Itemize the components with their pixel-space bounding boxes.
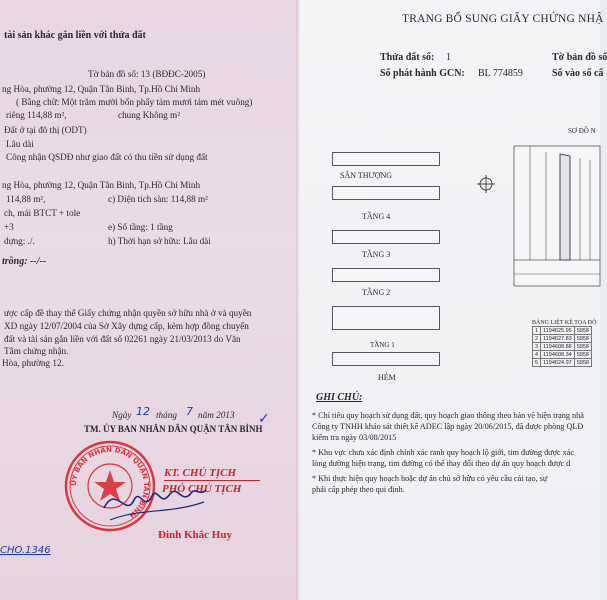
date-prefix: Ngày	[112, 410, 132, 420]
supplement-title: TRANG BỔ SUNG GIẤY CHỨNG NHẬ	[402, 13, 604, 25]
coord-cell: 1	[533, 327, 541, 335]
coord-cell: 4	[533, 351, 541, 359]
coord-row	[533, 359, 592, 367]
registration-number: CHO.1346	[0, 545, 51, 556]
coord-cell: 5958	[574, 359, 591, 367]
note-paragraph-5: Hòa, phường 12.	[2, 358, 64, 368]
serial-label: Số phát hành GCN:	[380, 68, 465, 79]
coord-cell: 1194627.83	[541, 335, 575, 343]
signature	[100, 478, 210, 528]
note-2a: * Khu vực chưa xác định chính xác ranh quy hoạch lộ giới, tim đường được xác	[312, 448, 574, 457]
floor-label-alley: HẺM	[378, 373, 396, 382]
signer-name: Đinh Khắc Huy	[158, 529, 232, 541]
coord-cell: 1194608.34	[541, 351, 575, 359]
coord-row	[533, 351, 592, 359]
book-label: Số vào số cấ	[552, 68, 604, 79]
plot-label: Thửa đất số:	[380, 52, 435, 63]
left-page	[0, 0, 300, 600]
coord-cell: 5958	[574, 343, 591, 351]
plan-floor-4	[332, 186, 440, 200]
plan-floor-1	[332, 306, 440, 330]
floor-label-rooftop: SÂN THƯỢNG	[340, 171, 393, 180]
land-origin: Công nhận QSDĐ như giao đất có thu tiền sử dụng đất	[6, 152, 208, 162]
plan-floor-2	[332, 268, 440, 282]
floors-left: +3	[4, 222, 14, 232]
floor-area: c) Diện tích sàn: 114,88 m²	[108, 194, 208, 204]
coord-cell: 1194608.88	[541, 343, 575, 351]
coord-cell: 5	[533, 359, 541, 367]
coord-cell: 5958	[574, 327, 591, 335]
coord-cell: 5958	[574, 351, 591, 359]
note-3a: * Khi thực hiện quy hoạch hoặc dự án chủ sở hữu có yêu cầu cải tạo, sự	[312, 474, 548, 483]
shared-area: chung Không m²	[118, 110, 180, 120]
ownership-duration: h) Thời hạn sở hữu: Lâu dài	[108, 236, 211, 246]
plan-alley-strip	[332, 352, 440, 366]
floor-label-2: TẦNG 2	[362, 288, 391, 297]
site-plan	[512, 140, 600, 290]
private-area: riêng 114,88 m²,	[6, 110, 67, 120]
floor-label-3: TẦNG 3	[362, 250, 391, 259]
coord-row	[533, 335, 592, 343]
serial-value: BL 774859	[478, 68, 523, 79]
note-paragraph-3: đất và tài sản gắn liền với đất số 02261 ngày 21/03/2013 do Văn	[4, 334, 241, 344]
deputy-title-1: KT. CHỦ TỊCH	[164, 467, 237, 479]
coord-cell: 1194624.97	[541, 359, 575, 367]
right-page	[300, 0, 607, 600]
planting-line: trồng: --/--	[2, 256, 47, 267]
building-area: 114,88 m²,	[6, 194, 46, 204]
area-in-words: ( Bằng chữ: Một trăm mười bốn phẩy tám mươi tám mét vuông)	[16, 97, 253, 107]
date-month: 7	[186, 405, 193, 418]
plan-floor-3	[332, 230, 440, 244]
map-sheet-line: Tờ bản đồ số: 13 (BĐĐC-2005)	[88, 69, 206, 79]
note-1b: Công ty TNHH khảo sát thiết kế ADEC lập ngày 20/06/2015, đã được phòng QLĐ	[312, 422, 584, 431]
land-term: Lâu dài	[6, 139, 34, 149]
note-3b: phải cấp phép theo qui định.	[312, 485, 405, 494]
coord-table-header: BẢNG LIỆT KÊ TỌA ĐỘ	[532, 320, 597, 326]
north-arrow-icon	[476, 174, 496, 194]
floor-label-4: TẦNG 4	[362, 212, 391, 221]
issuing-authority: TM. ỦY BAN NHÂN DÂN QUẬN TÂN BÌNH	[84, 424, 263, 434]
note-paragraph-4: Tâm chứng nhận.	[4, 346, 69, 356]
construction-year: dựng: ./.	[4, 236, 35, 246]
note-2b: lòng đường hiện trạng, tim đường có thể thay đổi theo dự án quy hoạch được d	[312, 459, 571, 468]
plan-rooftop	[332, 152, 440, 166]
handwritten-mark: ✓	[258, 411, 270, 427]
plot-value: 1	[446, 52, 451, 63]
date-year: năm 2013	[198, 410, 235, 420]
coord-row	[533, 327, 592, 335]
coord-row	[533, 343, 592, 351]
note-1a: * Chỉ tiêu quy hoạch sử dụng đất, quy hoạch giao thông theo bản vẽ hiện trạng nhà	[312, 411, 584, 420]
map-label: Tờ bản đồ số	[552, 52, 607, 63]
note-paragraph-2: XD ngày 12/07/2004 của Sở Xây dựng cấp, kèm hợp đồng chuyển	[4, 321, 249, 331]
notes-title: GHI CHÚ:	[316, 392, 363, 403]
seal-text: ỦY BAN NHÂN DÂN QUẬN TÂN BÌNH	[69, 445, 151, 520]
plan-title: SƠ ĐỒ N	[568, 127, 596, 135]
floor-label-1: TẦNG 1	[370, 341, 395, 349]
floor-count: e) Số tầng: 1 tầng	[108, 222, 173, 232]
date-month-word: tháng	[156, 410, 177, 420]
coord-cell: 3	[533, 343, 541, 351]
land-purpose: Đất ở tại đô thị (ODT)	[4, 125, 87, 135]
coord-cell: 5958	[574, 335, 591, 343]
coord-cell: 1194625.95	[541, 327, 575, 335]
date-day: 12	[136, 405, 150, 418]
coord-cell: 2	[533, 335, 541, 343]
address-line-1: ng Hòa, phường 12, Quận Tân Bình, Tp.Hồ Chí Minh	[2, 84, 201, 94]
address-line-2: ng Hòa, phường 12, Quận Tân Bình, Tp.Hồ Chí Minh	[2, 180, 201, 190]
note-1c: kiểm tra ngày 03/08/2015	[312, 433, 397, 442]
coord-table	[532, 326, 592, 367]
structure: ch, mái BTCT + tole	[4, 208, 81, 218]
deputy-title-2: PHÓ CHỦ TỊCH	[162, 483, 242, 495]
note-paragraph-1: ược cấp đề thay thế Giấy chứng nhận quyền sở hữu nhà ở và quyền	[4, 308, 252, 318]
left-top-title: tài sản khác gắn liền với thửa đất	[4, 30, 146, 41]
